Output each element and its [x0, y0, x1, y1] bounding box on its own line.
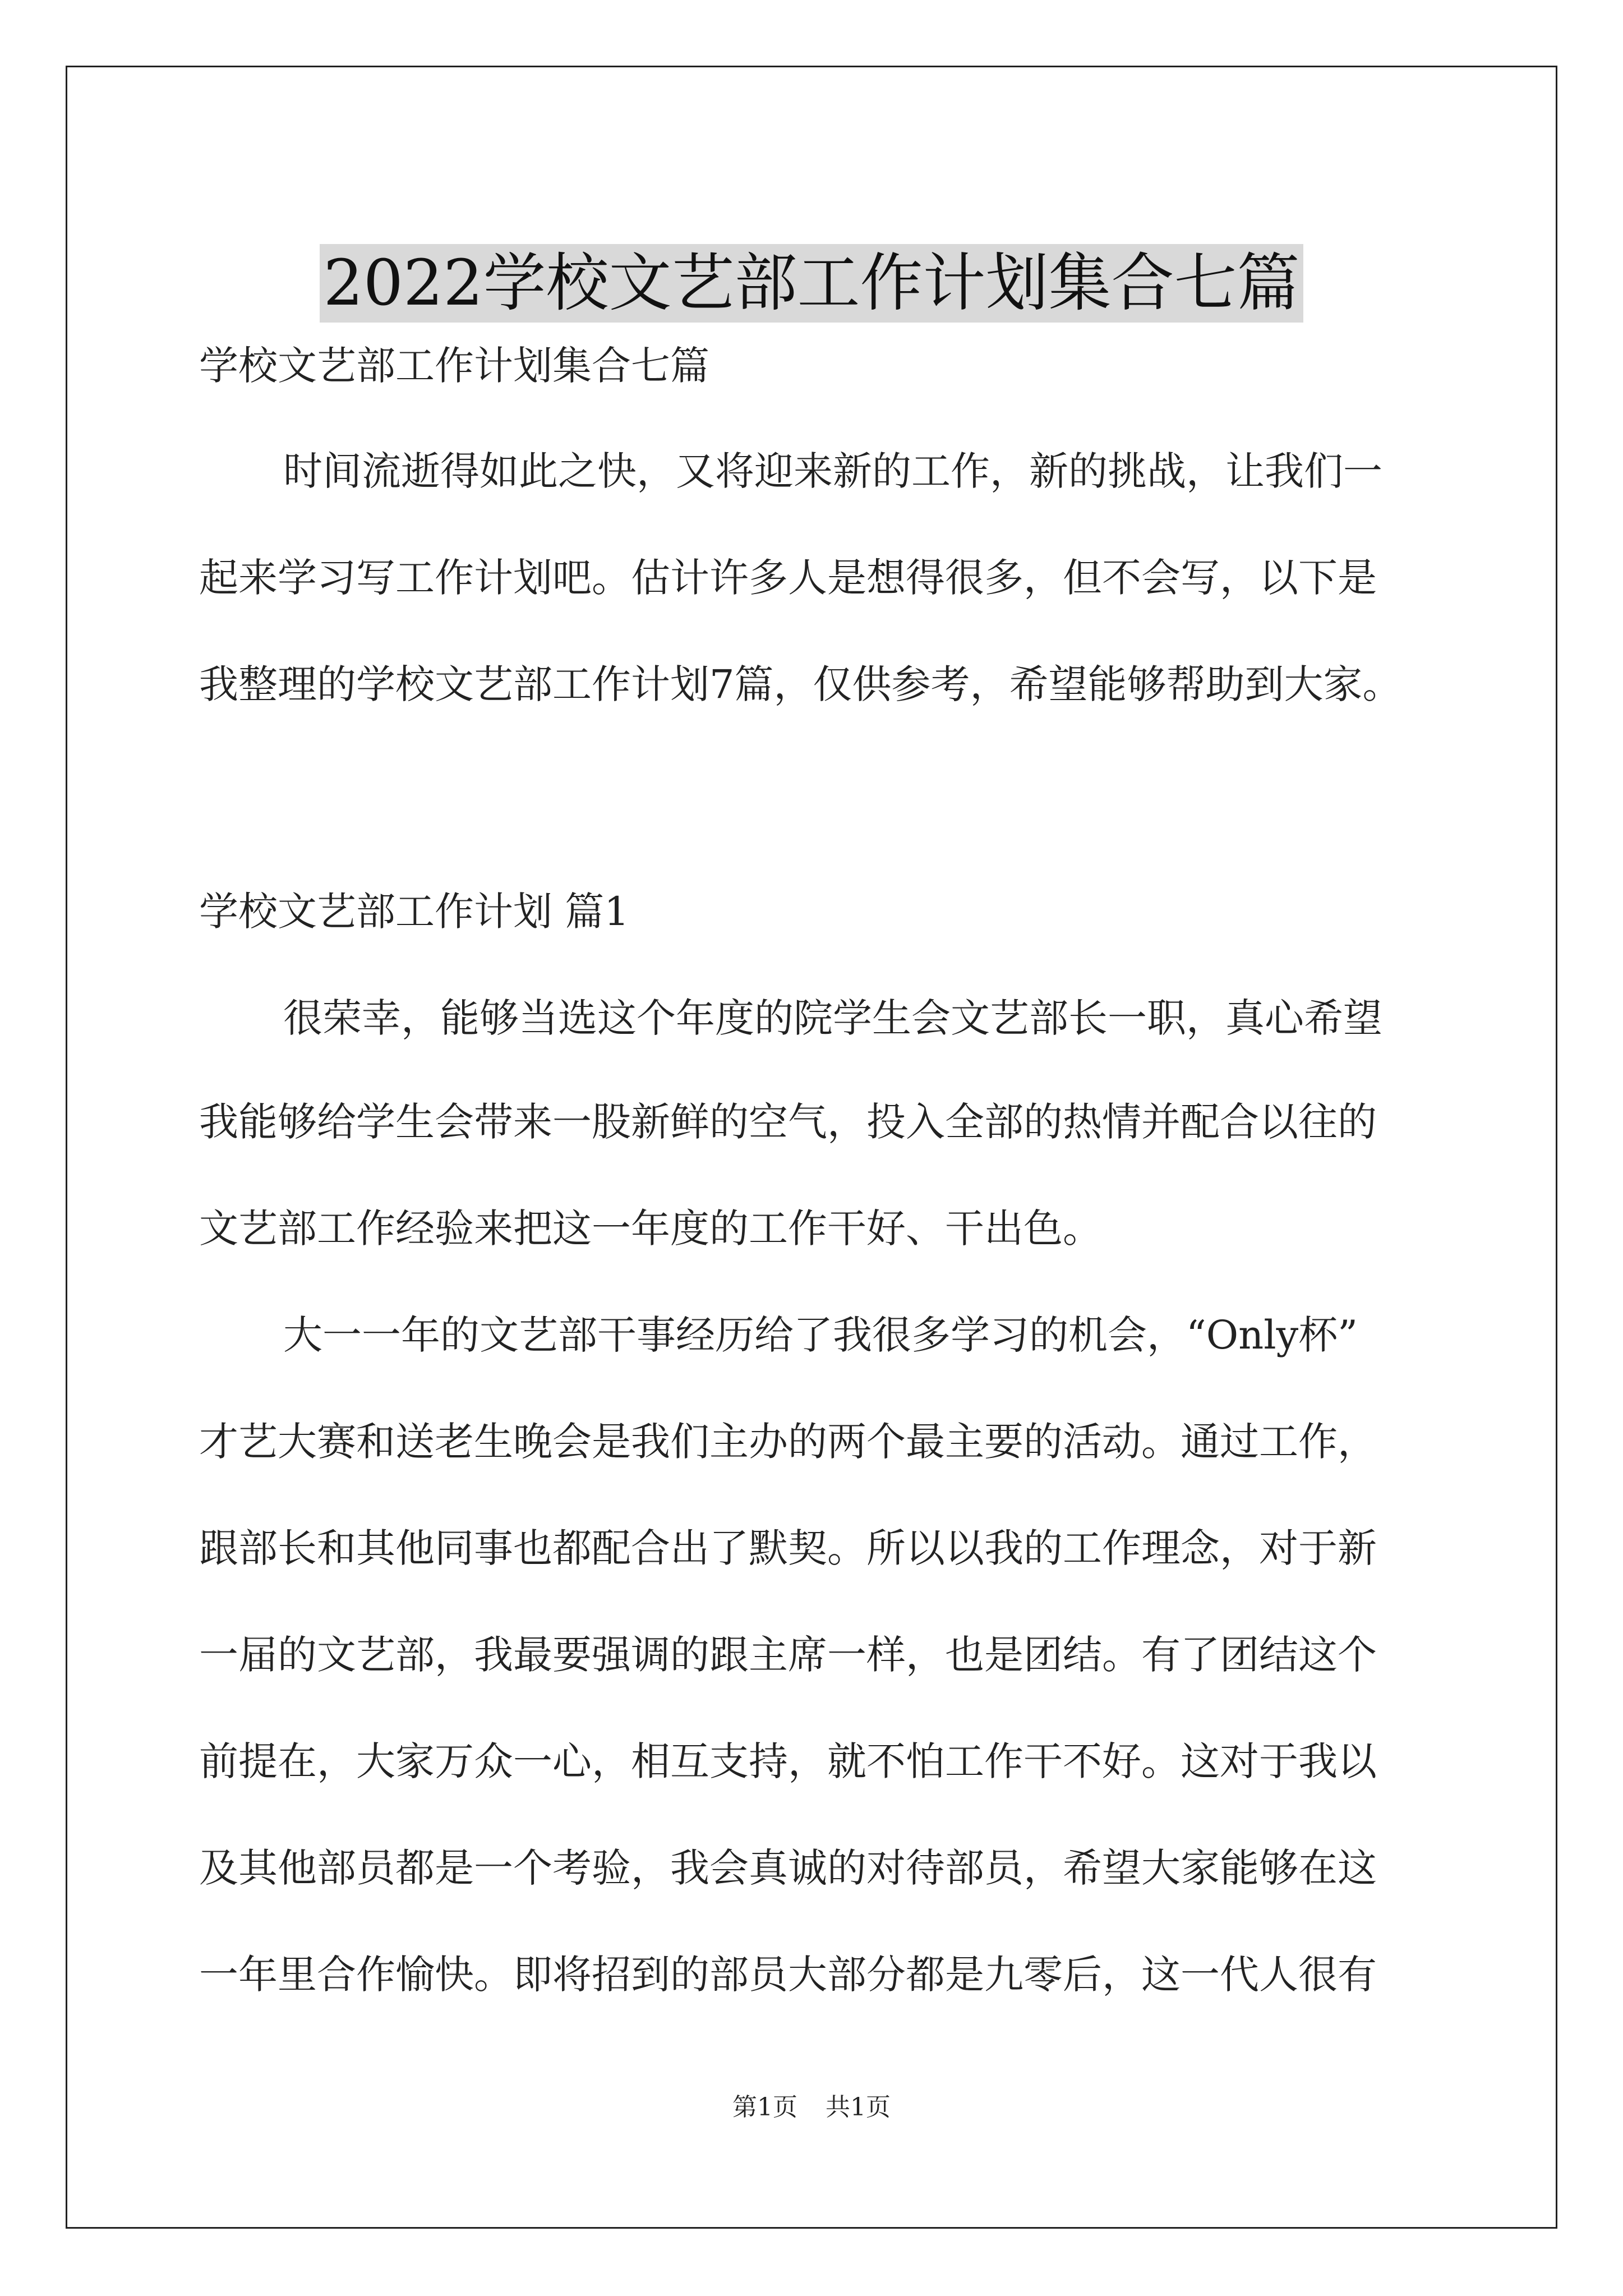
- intro-line-1: 时间流逝得如此之快，又将迎来新的工作，新的挑战，让我们一: [283, 448, 1382, 494]
- section-heading: 学校文艺部工作计划 篇1: [199, 889, 629, 935]
- intro-line-3: 我整理的学校文艺部工作计划7篇，仅供参考，希望能够帮助到大家。: [199, 661, 1402, 707]
- para2-line-2: 才艺大赛和送老生晚会是我们主办的两个最主要的活动。通过工作，: [199, 1419, 1377, 1465]
- para2-line-5: 前提在，大家万众一心，相互支持，就不怕工作干不好。这对于我以: [199, 1738, 1377, 1784]
- para2-line-4: 一届的文艺部，我最要强调的跟主席一样，也是团结。有了团结这个: [199, 1632, 1377, 1678]
- para1-line-1: 很荣幸，能够当选这个年度的院学生会文艺部长一职，真心希望: [283, 995, 1382, 1041]
- subtitle: 学校文艺部工作计划集合七篇: [199, 343, 709, 389]
- intro-line-2: 起来学习写工作计划吧。估计许多人是想得很多，但不会写，以下是: [199, 555, 1377, 601]
- page-total: 共1页: [826, 2093, 891, 2122]
- para1-line-2: 我能够给学生会带来一股新鲜的空气，投入全部的热情并配合以往的: [199, 1099, 1377, 1145]
- page-footer: [0, 2087, 1623, 2123]
- para2-line-7: 一年里合作愉快。即将招到的部员大部分都是九零后，这一代人很有: [199, 1952, 1377, 1998]
- para2-line-6: 及其他部员都是一个考验，我会真诚的对待部员，希望大家能够在这: [199, 1845, 1377, 1891]
- para2-line-3: 跟部长和其他同事也都配合出了默契。所以以我的工作理念，对于新: [199, 1525, 1377, 1571]
- para2-line-1: 大一一年的文艺部干事经历给了我很多学习的机会，“Only杯”: [283, 1312, 1358, 1358]
- document-title: 2022学校文艺部工作计划集合七篇: [320, 244, 1303, 323]
- para1-line-3: 文艺部工作经验来把这一年度的工作干好、干出色。: [199, 1205, 1102, 1251]
- page-number: 第1页: [732, 2093, 797, 2122]
